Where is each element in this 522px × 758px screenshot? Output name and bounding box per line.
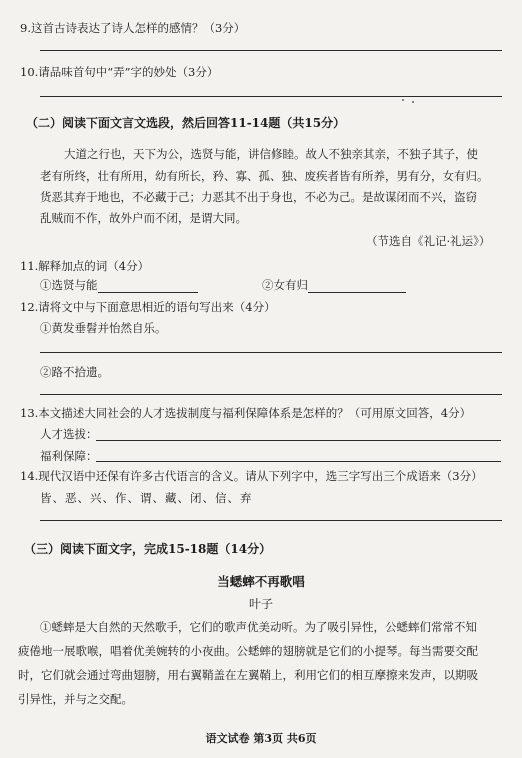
scan-speck (402, 99, 404, 101)
question-13-field-2: 福利保障： (40, 449, 98, 463)
article-title: 当蟋蟀不再歌唱 (217, 574, 305, 589)
item-label: ②女有归 (262, 278, 308, 292)
answer-line (40, 352, 502, 353)
question-14: 14.现代汉语中还保有许多古代语言的含义。请从下列字中，选三字写出三个成语来（3分） (20, 469, 483, 483)
article-paragraph-line: ①蟋蟀是大自然的天然歌手，它们的歌声优美动听。为了吸引异性，公蟋蟀们常常不知 (40, 620, 477, 634)
section-2-heading: （二）阅读下面文言文选段，然后回答11-14题（共15分） (26, 116, 346, 130)
answer-line (40, 50, 502, 51)
answer-line (40, 394, 502, 395)
article-author: 叶子 (248, 597, 273, 611)
article-paragraph-line: 时，它们就会通过弯曲翅膀，用右翼鞘盖在左翼鞘上，利用它们的相互摩擦来发声，以期吸 (18, 668, 478, 682)
answer-line (40, 96, 502, 97)
answer-line (96, 440, 501, 441)
page-footer: 语文试卷 第3页 共6页 (205, 732, 317, 745)
passage-line: 大道之行也，天下为公，选贤与能，讲信修睦。故人不独亲其亲，不独子其子，使 (64, 147, 478, 161)
passage-source: （节选自《礼记·礼运》） (366, 234, 491, 248)
question-11-item-1 (40, 277, 198, 293)
answer-blank (308, 280, 406, 293)
question-10: 10.请品味首句中“弄”字的妙处（3分） (20, 65, 219, 79)
question-14-chars: 皆、恶、兴、作、谓、藏、闭、信、弃 (40, 491, 253, 505)
passage-line: 乱贼而不作，故外户而不闭，是谓大同。 (40, 211, 247, 225)
question-9: 9.这首古诗表达了诗人怎样的感情？（3分） (20, 21, 246, 35)
scan-speck (412, 101, 414, 103)
question-12-item-1: ①黄发垂髫并怡然自乐。 (40, 321, 167, 335)
passage-line: 货恶其弃于地也，不必藏于己；力恶其不出于身也，不必为己。是故谋闭而不兴，盗窃 (40, 190, 477, 204)
article-paragraph-line: 引异性，并与之交配。 (18, 692, 133, 706)
question-12-item-2: ②路不拾遗。 (40, 365, 109, 379)
article-paragraph-line: 疲倦地一展歌喉，唱着优美婉转的小夜曲。公蟋蟀的翅膀就是它们的小提琴。每当需要交配 (18, 644, 478, 658)
passage-line: 老有所终，壮有所用，幼有所长，矜、寡、孤、独、废疾者皆有所养，男有分，女有归。 (40, 169, 489, 183)
section-3-heading: （三）阅读下面文字，完成15-18题（14分） (24, 542, 272, 556)
answer-blank (98, 280, 198, 293)
question-13-field-1: 人才选拔： (40, 427, 98, 441)
answer-line (40, 520, 502, 521)
answer-line (96, 461, 501, 462)
question-12: 12.请将文中与下面意思相近的语句写出来（4分） (20, 300, 276, 314)
question-11: 11.解释加点的词（4分） (20, 259, 150, 273)
question-13: 13.本文描述大同社会的人才选拔制度与福利保障体系是怎样的？（可用原文回答，4分） (20, 406, 472, 420)
item-label: ①选贤与能 (40, 278, 98, 292)
question-11-item-2 (262, 277, 406, 293)
